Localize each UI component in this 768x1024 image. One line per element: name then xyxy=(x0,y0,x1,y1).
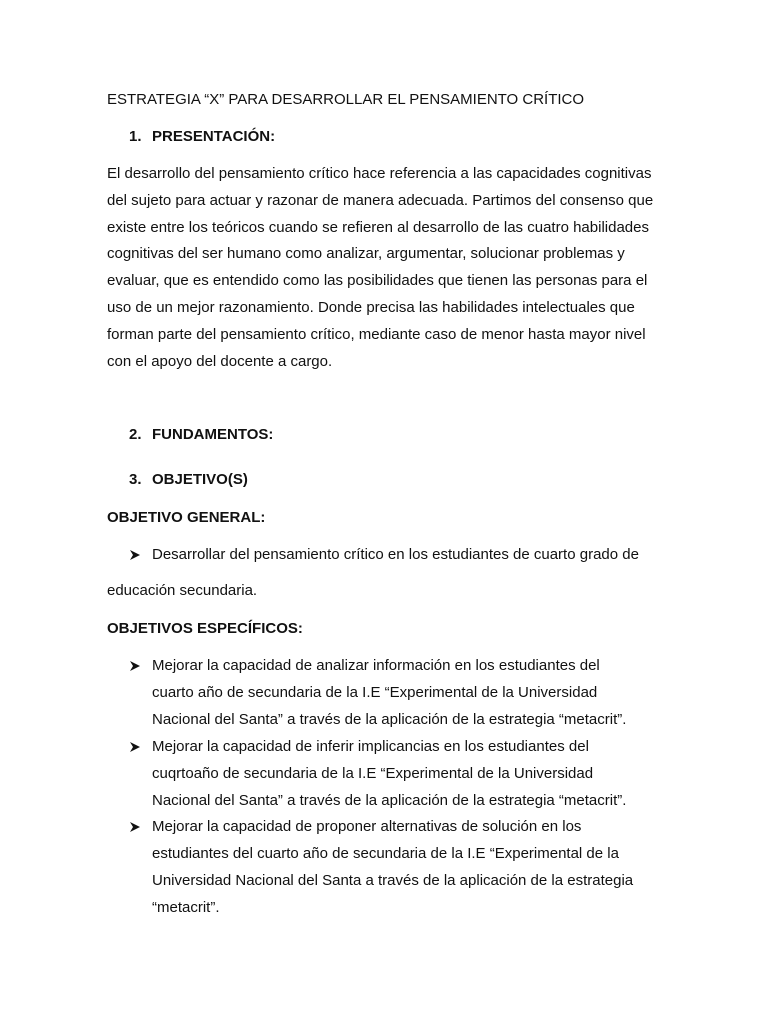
paragraph-line: existe entre los teóricos cuando se refieren al desarrollo de las cuatro habilidades xyxy=(107,218,649,236)
paragraph-line: cognitivas del ser humano como analizar, argumentar, solucionar problemas y xyxy=(107,245,625,263)
section-heading-fundamentos: FUNDAMENTOS: xyxy=(152,426,274,443)
section-number: 1. xyxy=(129,128,142,145)
arrowhead-bullet-icon xyxy=(128,820,142,834)
specific-objective-line: Mejorar la capacidad de analizar información en los estudiantes del xyxy=(152,657,600,674)
specific-objective-line: cuarto año de secundaria de la I.E “Experimental de la Universidad xyxy=(152,684,598,701)
general-objective-text: Desarrollar del pensamiento crítico en los estudiantes de cuarto grado de xyxy=(152,546,639,563)
specific-objective-line: Nacional del Santa” a través de la aplicación de la estrategia “metacrit”. xyxy=(152,792,627,809)
specific-objective-line: Mejorar la capacidad de inferir implicancias en los estudiantes del xyxy=(152,738,589,755)
paragraph-line: del sujeto para actuar y razonar de manera adecuada. Partimos del consenso que xyxy=(107,191,654,209)
paragraph-line: forman parte del pensamiento crítico, mediante caso de menor hasta mayor nivel xyxy=(107,325,646,343)
section-number: 3. xyxy=(129,471,142,488)
arrowhead-bullet-icon xyxy=(128,740,142,754)
section-number: 2. xyxy=(129,426,142,443)
specific-objective-line: Universidad Nacional del Santa a través de la aplicación de la estrategia xyxy=(152,872,634,889)
presentation-paragraph xyxy=(107,161,667,375)
paragraph-line: con el apoyo del docente a cargo. xyxy=(107,352,333,370)
specific-objective-line: Mejorar la capacidad de proponer alternativas de solución en los xyxy=(152,818,582,835)
arrowhead-bullet-icon xyxy=(128,548,142,562)
arrowhead-bullet-icon xyxy=(128,659,142,673)
specific-objective-line: cuqrtoaño de secundaria de la I.E “Experimental de la Universidad xyxy=(152,765,594,782)
paragraph-line: uso de un mejor razonamiento. Donde precisa las habilidades intelectuales que xyxy=(107,298,635,316)
paragraph-line: evaluar, que es entendido como las posibilidades que tienen las personas para el xyxy=(107,272,648,290)
section-heading-presentacion: PRESENTACIÓN: xyxy=(152,128,276,145)
section-heading-objetivos: OBJETIVO(S) xyxy=(152,471,248,488)
specific-objective-line: Nacional del Santa” a través de la aplicación de la estrategia “metacrit”. xyxy=(152,711,627,728)
general-objective-continuation: educación secundaria. xyxy=(107,582,258,599)
specific-objective-line: estudiantes del cuarto año de secundaria de la I.E “Experimental de la xyxy=(152,845,619,862)
specific-objectives-heading: OBJETIVOS ESPECÍFICOS: xyxy=(107,620,303,637)
document-title: ESTRATEGIA “X” PARA DESARROLLAR EL PENSAMIENTO CRÍTICO xyxy=(107,91,585,108)
specific-objective-line: “metacrit”. xyxy=(152,899,220,916)
general-objective-heading: OBJETIVO GENERAL: xyxy=(107,509,266,526)
paragraph-line: El desarrollo del pensamiento crítico hace referencia a las capacidades cognitivas xyxy=(107,165,652,182)
